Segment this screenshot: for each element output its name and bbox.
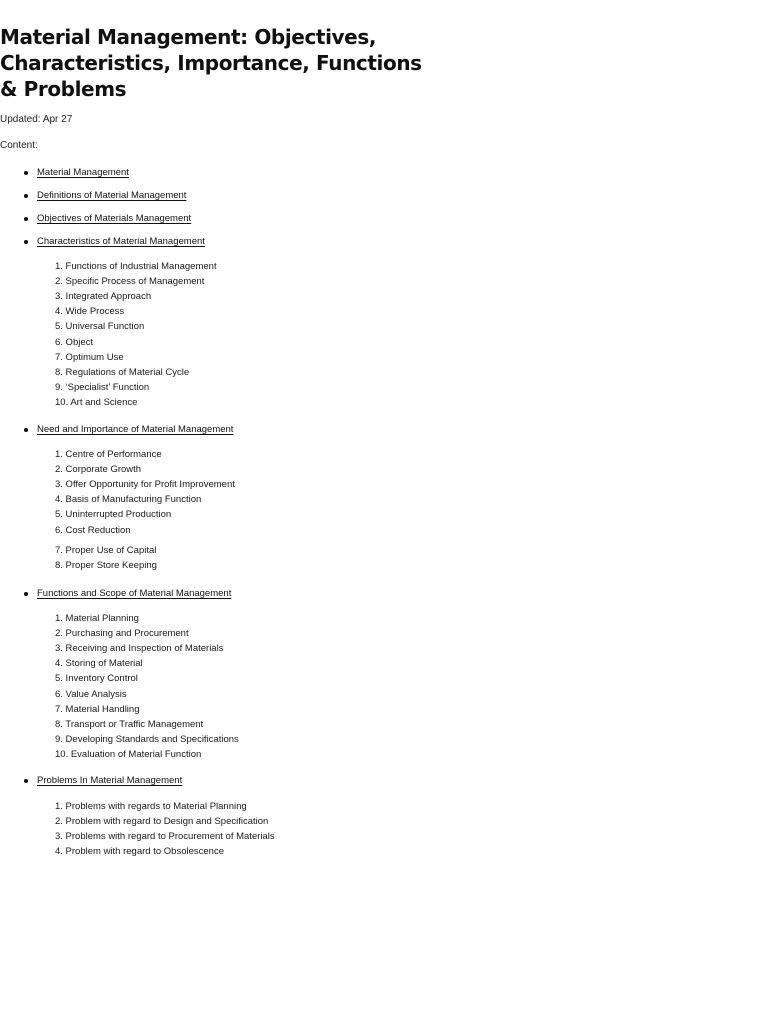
- toc-sub-item: 10. Evaluation of Material Function: [55, 748, 202, 760]
- toc-sub-item: 4. Basis of Manufacturing Function: [55, 494, 202, 506]
- toc-link[interactable]: Material Management: [37, 167, 129, 178]
- toc-sub-item: 6. Object: [55, 336, 94, 348]
- toc-sub-item: 5. Universal Function: [55, 321, 145, 333]
- toc-sub-item: 6. Cost Reduction: [55, 524, 131, 536]
- toc-sub-item: 10. Art and Science: [55, 396, 138, 408]
- bullet-marker: [24, 592, 28, 596]
- bullet-marker: [24, 171, 28, 175]
- bullet-marker: [24, 240, 28, 244]
- toc-sub-item: 4. Wide Process: [55, 306, 125, 318]
- toc-link[interactable]: Characteristics of Material Management: [37, 236, 205, 247]
- content-label: Content:: [0, 140, 38, 151]
- toc-sub-item: 2. Corporate Growth: [55, 464, 142, 476]
- toc-sub-item: 5. Uninterrupted Production: [55, 509, 172, 521]
- article-title: Material Management: Objectives, Characteristics, Importance, Functions & Problems: [0, 25, 422, 101]
- toc-link[interactable]: Need and Importance of Material Management: [37, 424, 234, 435]
- toc-sub-item: 6. Value Analysis: [55, 688, 127, 700]
- toc-sub-item: 3. Integrated Approach: [55, 291, 152, 303]
- toc-sub-item: 4. Storing of Material: [55, 658, 143, 670]
- toc-sub-item: 1. Problems with regards to Material Planning: [55, 801, 247, 812]
- toc-sub-item: 8. Proper Store Keeping: [55, 559, 157, 571]
- toc-sub-item: 3. Offer Opportunity for Profit Improvement: [55, 479, 235, 491]
- toc-sub-item: 8. Regulations of Material Cycle: [55, 366, 190, 378]
- toc-sub-item: 2. Purchasing and Procurement: [55, 628, 189, 640]
- toc-sub-item: 5. Inventory Control: [55, 673, 138, 685]
- toc-sub-item: 3. Receiving and Inspection of Materials: [55, 643, 224, 655]
- toc-sub-item: 7. Proper Use of Capital: [55, 544, 157, 556]
- updated-date: Updated: Apr 27: [0, 114, 73, 125]
- toc-sub-item: 8. Transport or Traffic Management: [55, 718, 204, 730]
- toc-sub-item: 3. Problems with regard to Procurement of Materials: [55, 831, 275, 843]
- toc-sub-item: 2. Problem with regard to Design and Specification: [55, 816, 269, 828]
- toc-sub-item: 9. Developing Standards and Specifications: [55, 733, 239, 745]
- toc-link[interactable]: Functions and Scope of Material Management: [37, 588, 232, 599]
- bullet-marker: [24, 428, 28, 432]
- bullet-marker: [24, 217, 28, 221]
- toc-link[interactable]: Problems In Material Management: [37, 775, 183, 786]
- bullet-marker: [24, 194, 28, 198]
- toc-link[interactable]: Objectives of Materials Management: [37, 213, 192, 224]
- toc-sub-item: 9. ‘Specialist’ Function: [55, 381, 150, 393]
- toc-sub-item: 1. Centre of Performance: [55, 449, 162, 460]
- bullet-marker: [24, 779, 28, 783]
- toc-sub-item: 7. Material Handling: [55, 703, 140, 715]
- toc-sub-item: 1. Functions of Industrial Management: [55, 261, 217, 272]
- toc-link[interactable]: Definitions of Material Management: [37, 190, 187, 201]
- toc-sub-item: 7. Optimum Use: [55, 351, 124, 363]
- toc-sub-item: 1. Material Planning: [55, 613, 139, 624]
- toc-sub-item: 4. Problem with regard to Obsolescence: [55, 846, 224, 858]
- toc-sub-item: 2. Specific Process of Management: [55, 276, 205, 288]
